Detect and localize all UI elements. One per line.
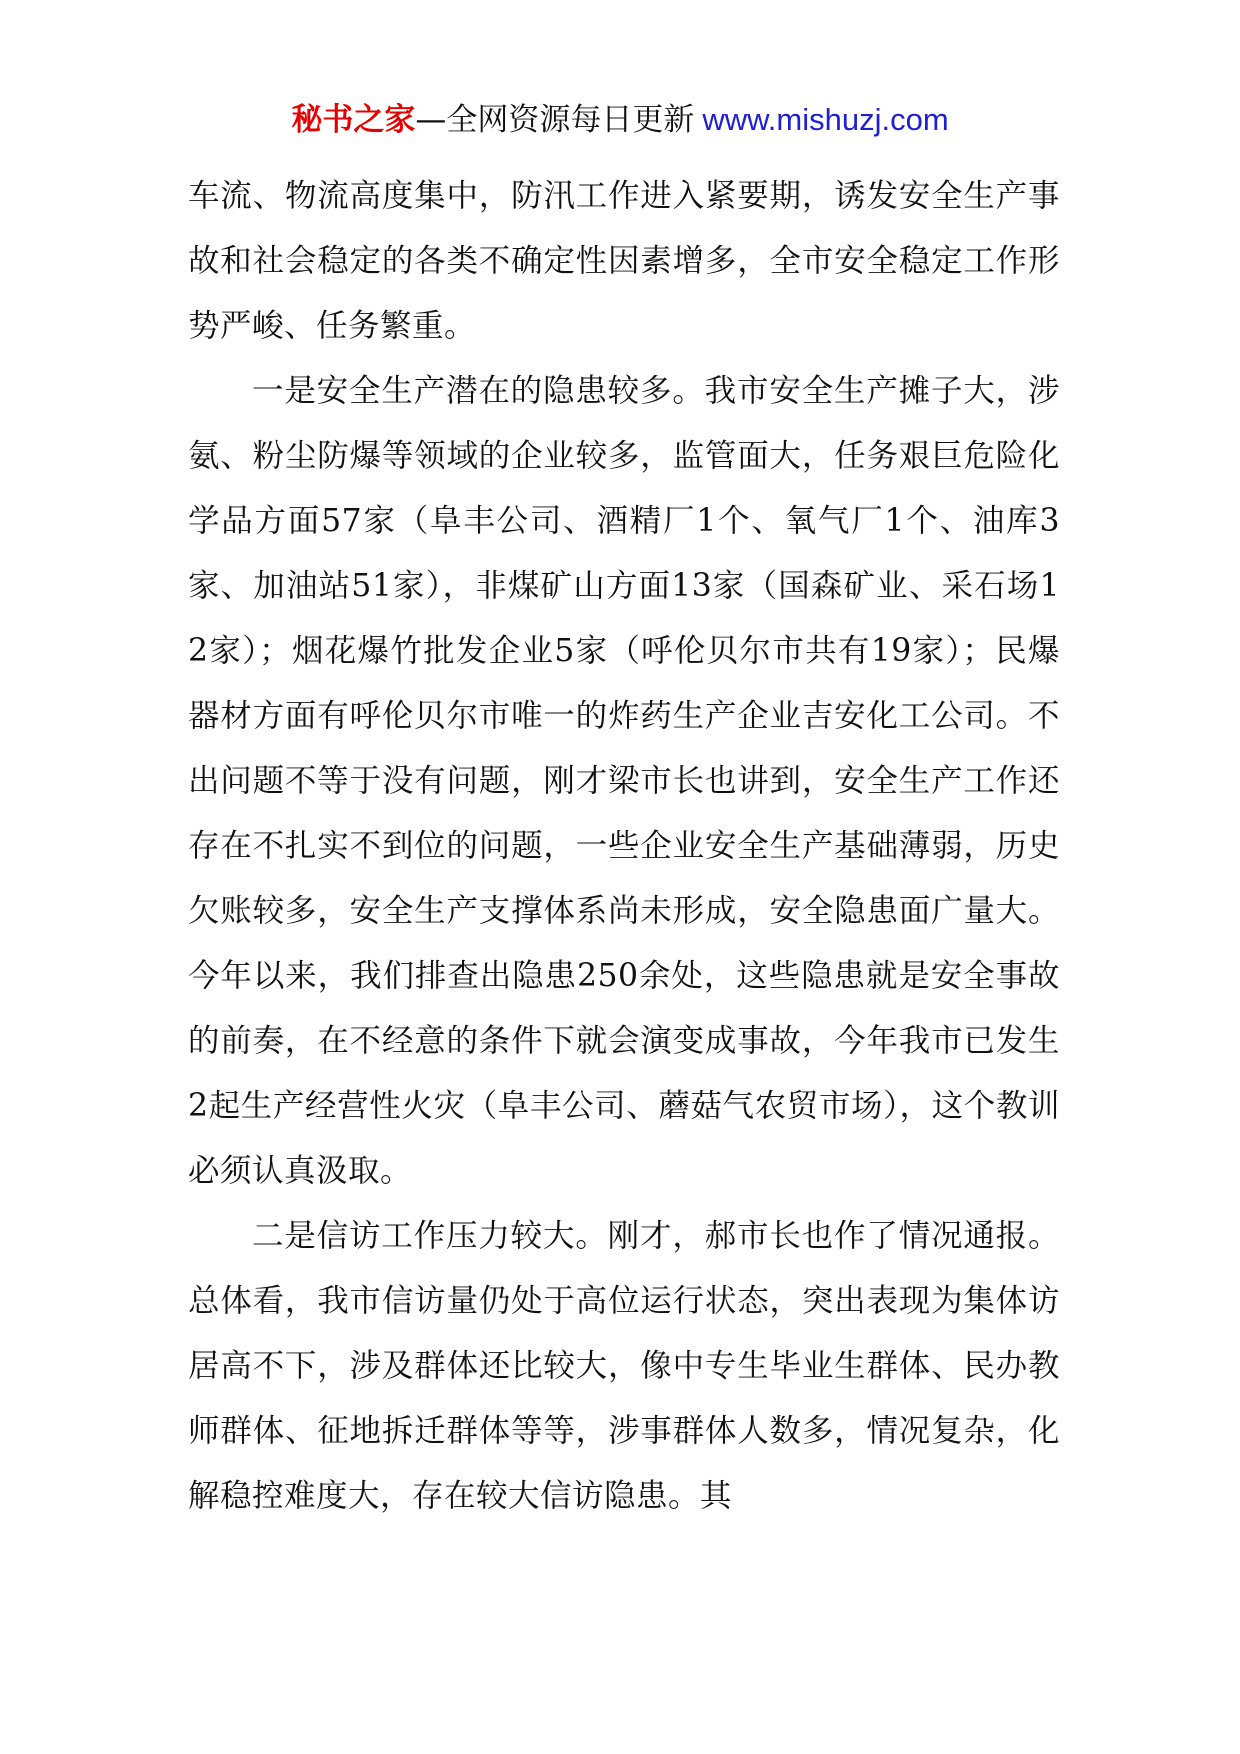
paragraph-safety-production: 一是安全生产潜在的隐患较多。我市安全生产摊子大，涉氨、粉尘防爆等领域的企业较多，监管面大，任务艰巨危险化学品方面57家（阜丰公司、酒精厂1个、氧气厂1个、油库3家、加油站51家），非煤矿山方面13家（国森矿业、采石场12家）；烟花爆竹批发企业5家（呼伦贝尔市共有19家）；民爆器材方面有呼伦贝尔市唯一的炸药生产企业吉安化工公司。不出问题不等于没有问题，刚才梁市长也讲到，安全生产工作还存在不扎实不到位的问题，一些企业安全生产基础薄弱，历史欠账较多，安全生产支撑体系尚未形成，安全隐患面广量大。今年以来，我们排查出隐患250余处，这些隐患就是安全事故的前奏，在不经意的条件下就会演变成事故，今年我市已发生2起生产经营性火灾（阜丰公司、蘑菇气农贸市场），这个教训必须认真汲取。 [188, 373, 1060, 1189]
header-tagline: —全网资源每日更新 [415, 102, 695, 138]
header-brand: 秘书之家 [291, 102, 416, 138]
header-url-link[interactable]: www.mishuzj.com [702, 102, 949, 137]
document-body [188, 164, 1060, 1529]
page-header [0, 100, 1240, 140]
paragraph-continuation: 车流、物流高度集中，防汛工作进入紧要期，诱发安全生产事故和社会稳定的各类不确定性因素增多，全市安全稳定工作形势严峻、任务繁重。 [188, 178, 1060, 344]
paragraph-petition-work: 二是信访工作压力较大。刚才，郝市长也作了情况通报。总体看，我市信访量仍处于高位运行状态，突出表现为集体访居高不下，涉及群体还比较大，像中专生毕业生群体、民办教师群体、征地拆迁群体等等，涉事群体人数多，情况复杂，化解稳控难度大，存在较大信访隐患。其 [188, 1218, 1060, 1514]
